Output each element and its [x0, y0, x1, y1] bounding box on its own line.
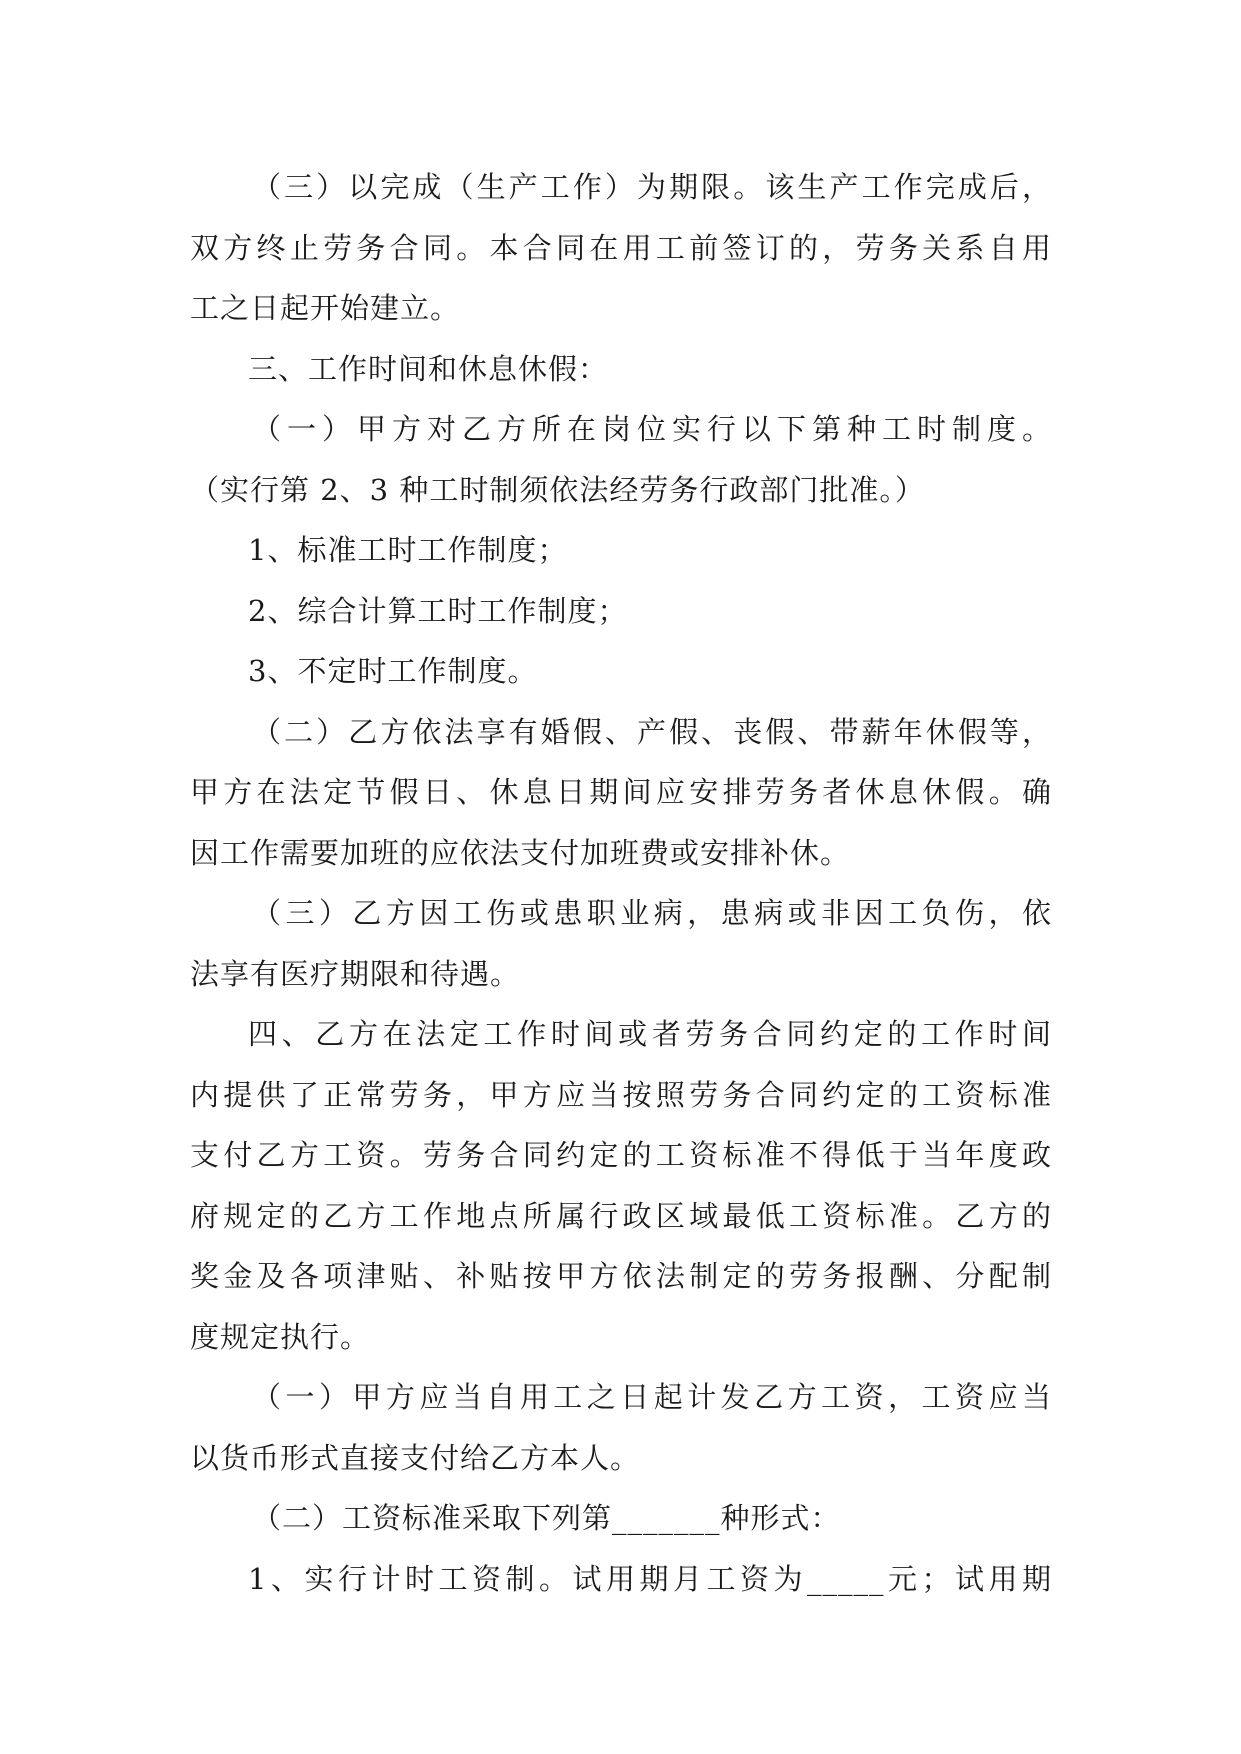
text-line: 法享有医疗期限和待遇。: [190, 956, 521, 991]
text-line: 工之日起开始建立。: [190, 291, 461, 325]
document-body: [190, 157, 1052, 1609]
text-line: 奖金及各项津贴、补贴按甲方依法制定的劳务报酬、分配制: [190, 1259, 1052, 1293]
text-line: （三）乙方因工伤或患职业病，患病或非因工负伤，依: [252, 896, 1052, 930]
text-line: （三）以完成（生产工作）为期限。该生产工作完成后，: [252, 170, 1052, 204]
text-line: 1、实行计时工资制。试用期月工资为_____元；试用期: [248, 1561, 1052, 1596]
text-line: 内提供了正常劳务，甲方应当按照劳务合同约定的工资标准: [190, 1077, 1052, 1112]
text-line: （一）甲方应当自用工之日起计发乙方工资，工资应当: [252, 1380, 1052, 1414]
text-line: 双方终止劳务合同。本合同在用工前签订的，劳务关系自用: [190, 230, 1052, 265]
text-line: （实行第 2、3 种工时制须依法经劳务行政部门批准。）: [190, 472, 925, 507]
text-line: （一）甲方对乙方所在岗位实行以下第种工时制度。: [252, 412, 1052, 446]
text-line: 三、工作时间和休息休假：: [248, 351, 609, 386]
text-line: 四、乙方在法定工作时间或者劳务合同约定的工作时间: [248, 1017, 1052, 1051]
text-line: （二）乙方依法享有婚假、产假、丧假、带薪年休假等，: [252, 714, 1052, 749]
text-line: 因工作需要加班的应依法支付加班费或安排补休。: [190, 835, 851, 870]
text-line: 2、综合计算工时工作制度；: [248, 593, 628, 628]
text-line: 支付乙方工资。劳务合同约定的工资标准不得低于当年度政: [190, 1138, 1052, 1172]
text-line: 以货币形式直接支付给乙方本人。: [190, 1440, 641, 1475]
text-line: 甲方在法定节假日、休息日期间应安排劳务者休息休假。确: [190, 775, 1052, 809]
text-line: 3、不定时工作制度。: [248, 654, 538, 688]
text-line: 1、标准工时工作制度；: [248, 533, 568, 567]
text-line: 度规定执行。: [190, 1319, 371, 1354]
text-line: 府规定的乙方工作地点所属行政区域最低工资标准。乙方的: [190, 1198, 1052, 1233]
text-line: （二）工资标准采取下列第_______种形式：: [252, 1501, 841, 1535]
